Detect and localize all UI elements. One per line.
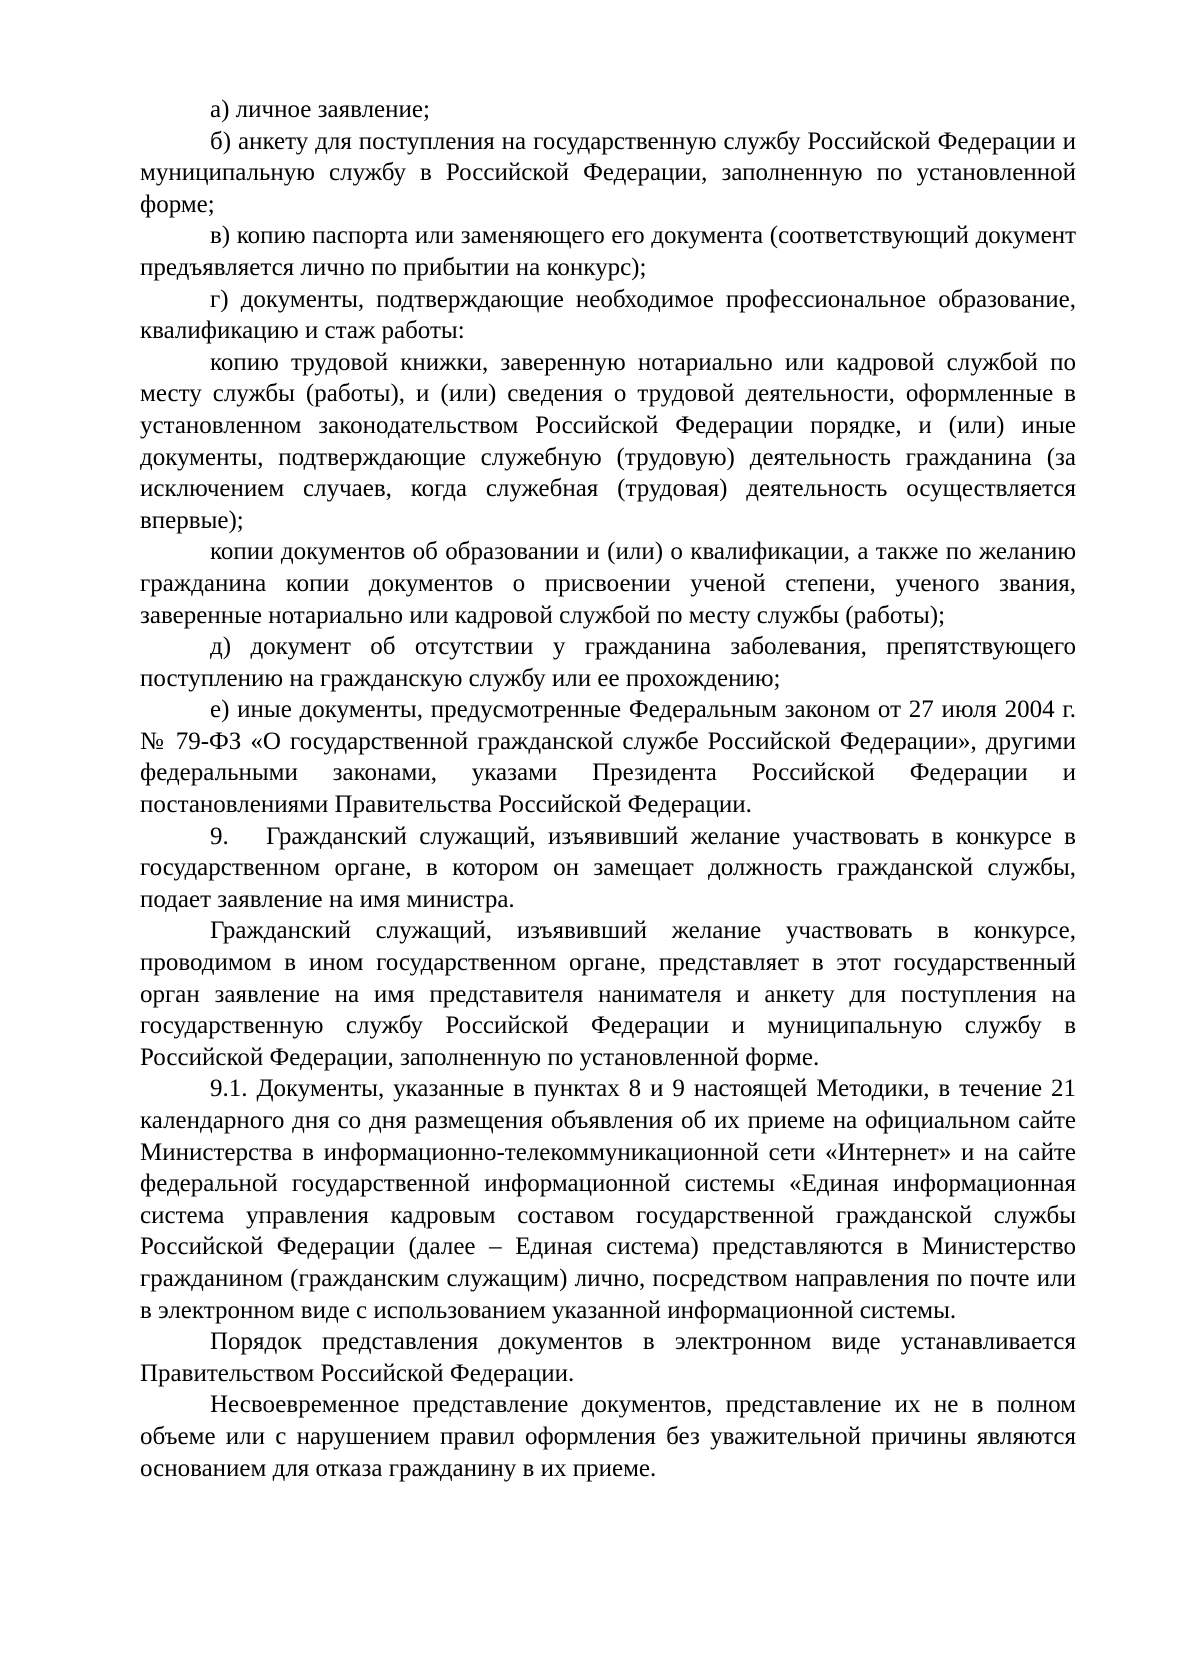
- paragraph-g: г) документы, подтверждающие необходимое профессиональное образование, квалификацию и стаж работы:: [140, 285, 1076, 345]
- paragraph-d: д) документ об отсутствии у гражданина заболевания, препятствующего поступлению на гражданскую службу или ее прохождению;: [140, 633, 1076, 692]
- paragraph-other-agency: Гражданский служащий, изъявивший желание участвовать в конкурсе, проводимом в ином государственном органе, представляет в этот государственный орган заявление на имя представителя нанимателя и анкету для поступления на государственную службу Российской Федерации и муниципальную службу в Российской Федерации, заполненную по установленной форме.: [140, 917, 1076, 1071]
- document-body: [140, 94, 1083, 1484]
- paragraph-a: а) личное заявление;: [210, 96, 430, 123]
- paragraph-education-copies: копии документов об образовании и (или) о квалификации, а также по желанию гражданина копии документов о присвоении ученой степени, ученого звания, заверенные нотариально или кадровой службой по месту службы (работы);: [140, 538, 1076, 629]
- paragraph-b: б) анкету для поступления на государственную службу Российской Федерации и муниципальную службу в Российской Федерации, заполненную по установленной форме;: [140, 127, 1076, 218]
- paragraph-v: в) копию паспорта или заменяющего его документа (соответствующий документ предъявляется лично по прибытии на конкурс);: [140, 222, 1076, 281]
- paragraph-e: е) иные документы, предусмотренные Федеральным законом от 27 июля 2004 г. № 79-ФЗ «О государственной гражданской службе Российской Федерации», другими федеральными законами, указами Президента Российской Федерации и постановлениями Правительства Российской Федерации.: [140, 696, 1076, 819]
- paragraph-electronic-order: Порядок представления документов в электронном виде устанавливается Правительством Российской Федерации.: [140, 1328, 1076, 1387]
- paragraph-9: 9. Гражданский служащий, изъявивший желание участвовать в конкурсе в государственном органе, в котором он замещает должность гражданской службы, подает заявление на имя министра.: [140, 822, 1083, 913]
- paragraph-refusal-grounds: Несвоевременное представление документов, представление их не в полном объеме или с нарушением правил оформления без уважительной причины являются основанием для отказа гражданину в их приеме.: [140, 1391, 1076, 1482]
- paragraph-9-1: 9.1. Документы, указанные в пунктах 8 и 9 настоящей Методики, в течение 21 календарного дня со дня размещения объявления об их приеме на официальном сайте Министерства в информационно-телекоммуникационной сети «Интернет» и на сайте федеральной государственной информационной системы «Единая информационная система управления кадровым составом государственной гражданской службы Российской Федерации (далее – Единая система) представляются в Министерство гражданином (гражданским служащим) лично, посредством направления по почте или в электронном виде с использованием указанной информационной системы.: [140, 1075, 1076, 1324]
- paragraph-work-record: копию трудовой книжки, заверенную нотариально или кадровой службой по месту службы (работы), и (или) сведения о трудовой деятельности, оформленные в установленном законодательством Российской Федерации порядке, и (или) иные документы, подтверждающие служебную (трудовую) деятельность гражданина (за исключением случаев, когда служебная (трудовая) деятельность осуществляется впервые);: [140, 348, 1076, 534]
